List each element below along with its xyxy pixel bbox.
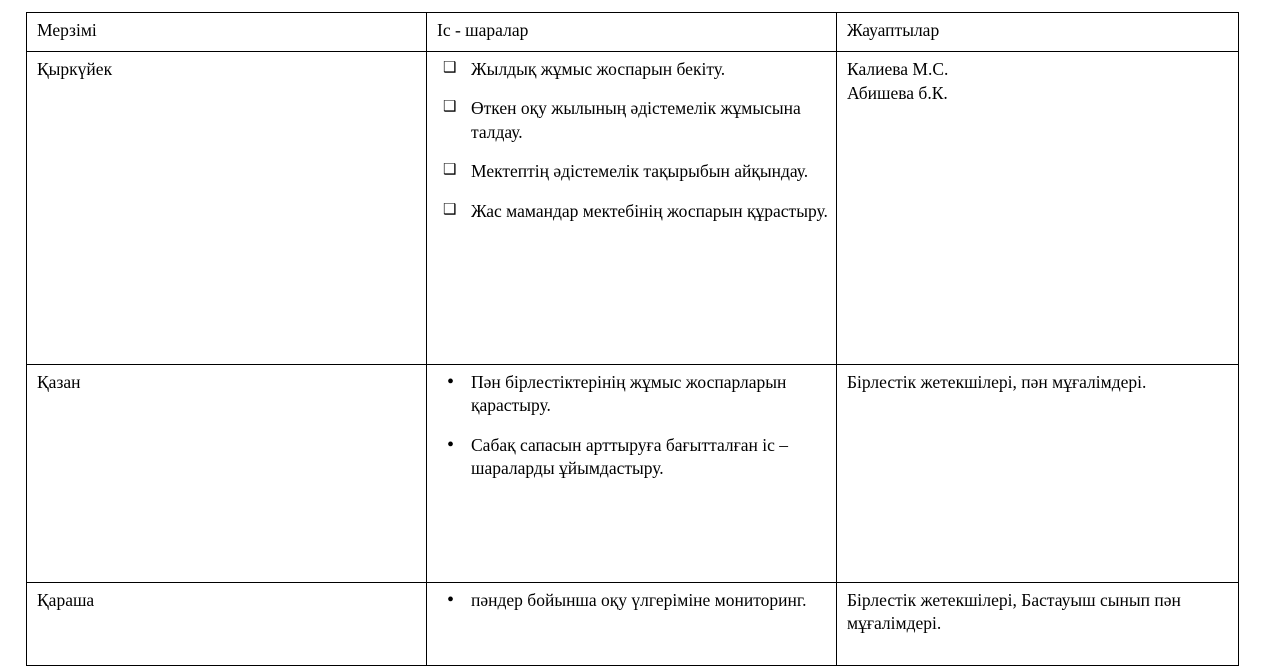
table-row bbox=[27, 52, 1239, 365]
measure-text: Сабақ сапасын арттыруға бағытталған іс – шараларды ұйымдастыру. bbox=[471, 434, 789, 479]
period-label: Қазан bbox=[37, 372, 81, 392]
checkbox-icon: ❑ bbox=[443, 162, 457, 179]
header-cell-measures: Іс - шаралар bbox=[427, 13, 837, 52]
checkbox-icon: ❑ bbox=[443, 60, 457, 76]
cell-period bbox=[27, 365, 427, 583]
cell-responsible bbox=[837, 365, 1239, 583]
measure-text: Өткен оқу жылының әдістемелік жұмысына талдау. bbox=[471, 98, 801, 142]
measure-item bbox=[437, 200, 828, 223]
measure-item bbox=[437, 589, 828, 612]
measure-text: Жылдық жұмыс жоспарын бекіту. bbox=[471, 59, 726, 79]
cell-measures bbox=[427, 365, 837, 583]
table-header-row bbox=[27, 13, 1239, 52]
cell-period bbox=[27, 583, 427, 666]
measure-item bbox=[437, 160, 828, 183]
measure-text: Пән бірлестіктерінің жұмыс жоспарларын қарастыру. bbox=[471, 372, 787, 416]
header-cell-period: Мерзімі bbox=[27, 13, 427, 52]
responsible-name: Бірлестік жетекшілері, Бастауыш сынып пән мұғалімдері. bbox=[847, 590, 1181, 634]
responsible-name: Абишева б.К. bbox=[847, 83, 948, 104]
period-label: Қараша bbox=[37, 590, 95, 610]
cell-responsible bbox=[837, 583, 1239, 666]
measure-text: Жас мамандар мектебінің жоспарын құрастыру. bbox=[471, 200, 828, 221]
measure-text: Мектептің әдістемелік тақырыбын айқындау. bbox=[471, 161, 809, 182]
measure-item bbox=[437, 58, 828, 81]
cell-responsible bbox=[837, 52, 1239, 365]
responsible-name: Бірлестік жетекшілері, пән мұғалімдері. bbox=[847, 372, 1147, 392]
checkbox-icon: ❑ bbox=[443, 99, 457, 116]
cell-period bbox=[27, 52, 427, 365]
checkbox-icon: ❑ bbox=[443, 201, 457, 218]
measure-text: пәндер бойынша оқу үлгеріміне мониторинг. bbox=[471, 590, 807, 610]
responsible-name: Калиева М.С. bbox=[847, 59, 949, 79]
table-row bbox=[27, 583, 1239, 666]
bullet-icon: • bbox=[447, 371, 455, 393]
table-row bbox=[27, 365, 1239, 583]
bullet-icon: • bbox=[447, 433, 455, 456]
measure-item bbox=[437, 371, 828, 418]
header-cell-responsible: Жауаптылар bbox=[837, 13, 1239, 52]
period-label: Қыркүйек bbox=[37, 59, 113, 79]
bullet-icon: • bbox=[447, 589, 455, 611]
measure-item bbox=[437, 434, 828, 481]
measure-item bbox=[437, 97, 828, 144]
methodical-work-plan-table bbox=[26, 12, 1239, 666]
cell-measures bbox=[427, 583, 837, 666]
cell-measures bbox=[427, 52, 837, 365]
